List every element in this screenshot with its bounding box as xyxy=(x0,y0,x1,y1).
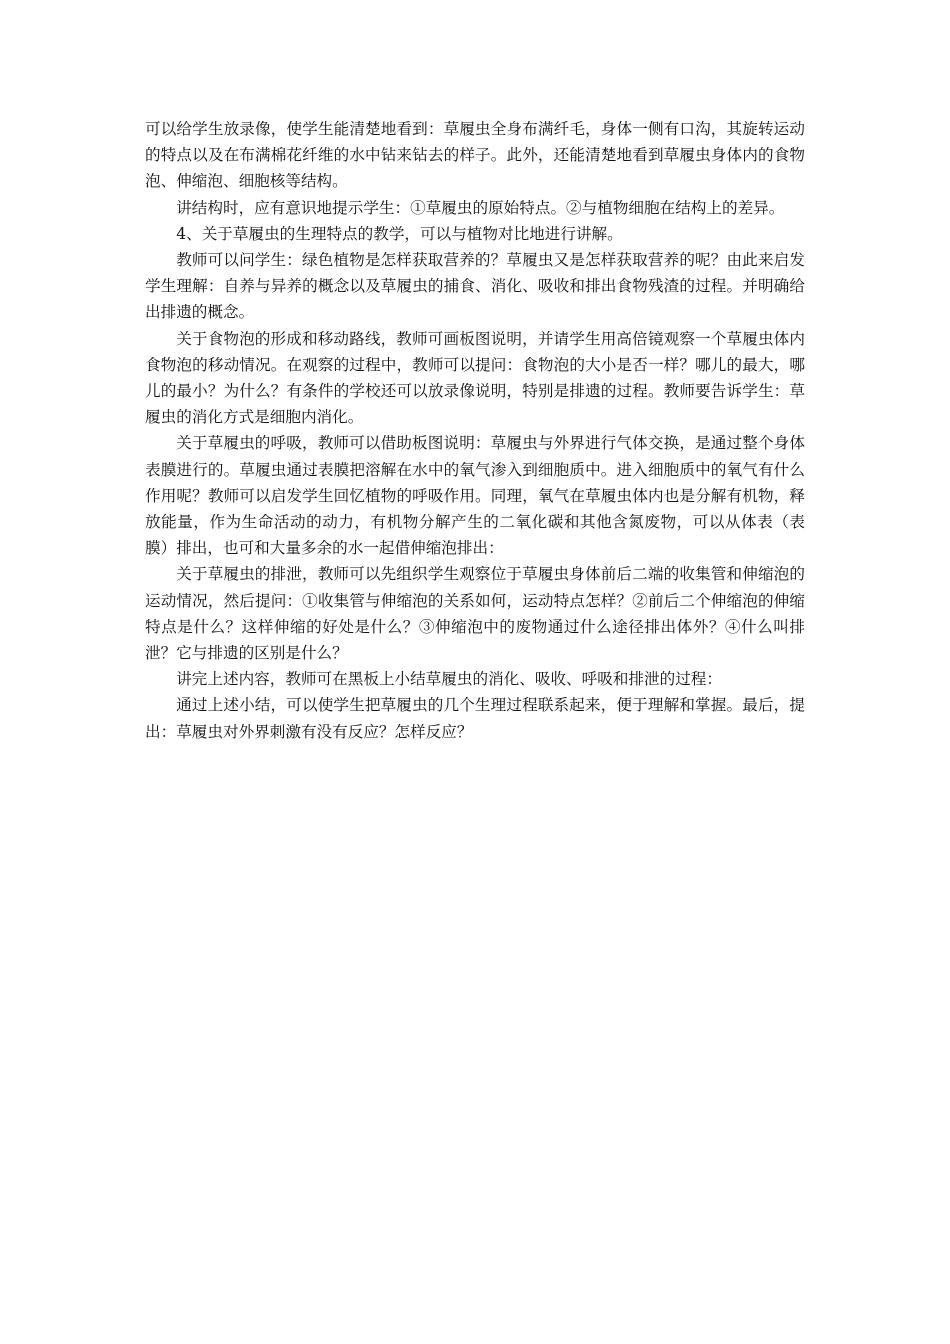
paragraph-9: 通过上述小结，可以使学生把草履虫的几个生理过程联系起来，便于理解和掌握。最后，提出：草履虫对外界刺激有没有反应？怎样反应？ xyxy=(145,696,805,741)
paragraph-1: 可以给学生放录像，使学生能清楚地看到：草履虫全身布满纤毛，身体一侧有口沟，其旋转运动的特点以及在布满棉花纤维的水中钻来钻去的样子。此外，还能清楚地看到草履虫身体内的食物泡、伸缩泡、细胞核等结构。 xyxy=(145,120,805,191)
paragraph-3: 4、关于草履虫的生理特点的教学，可以与植物对比地进行讲解。 xyxy=(176,224,623,243)
paragraph-4: 教师可以问学生：绿色植物是怎样获取营养的？草履虫又是怎样获取营养的呢？由此来启发学生理解：自养与异养的概念以及草履虫的捕食、消化、吸收和排出食物残渣的过程。并明确给出排遗的概念。 xyxy=(145,251,805,322)
paragraph-8: 讲完上述内容，教师可在黑板上小结草履虫的消化、吸收、呼吸和排泄的过程： xyxy=(176,670,722,689)
document-body xyxy=(145,116,805,745)
paragraph-2: 讲结构时，应有意识地提示学生：①草履虫的原始特点。②与植物细胞在结构上的差异。 xyxy=(176,198,785,217)
paragraph-6: 关于草履虫的呼吸，教师可以借助板图说明：草履虫与外界进行气体交换，是通过整个身体表膜进行的。草履虫通过表膜把溶解在水中的氧气渗入到细胞质中。进入细胞质中的氧气有什么作用呢？教师可以启发学生回忆植物的呼吸作用。同理，氧气在草履虫体内也是分解有机物，释放能量，作为生命活动的动力，有机物分解产生的二氧化碳和其他含氮废物，可以从体表（表膜）排出，也可和大量多余的水一起借伸缩泡排出： xyxy=(145,434,805,558)
paragraph-5: 关于食物泡的形成和移动路线，教师可画板图说明，并请学生用高倍镜观察一个草履虫体内食物泡的移动情况。在观察的过程中，教师可以提问：食物泡的大小是否一样？哪儿的最大，哪儿的最小？为什么？有条件的学校还可以放录像说明，特别是排遗的过程。教师要告诉学生：草履虫的消化方式是细胞内消化。 xyxy=(145,329,805,427)
paragraph-7: 关于草履虫的排泄，教师可以先组织学生观察位于草履虫身体前后二端的收集管和伸缩泡的运动情况，然后提问：①收集管与伸缩泡的关系如何，运动特点怎样？②前后二个伸缩泡的伸缩特点是什么？这样伸缩的好处是什么？③伸缩泡中的废物通过什么途径排出体外？④什么叫排泄？它与排遗的区别是什么？ xyxy=(145,565,805,663)
